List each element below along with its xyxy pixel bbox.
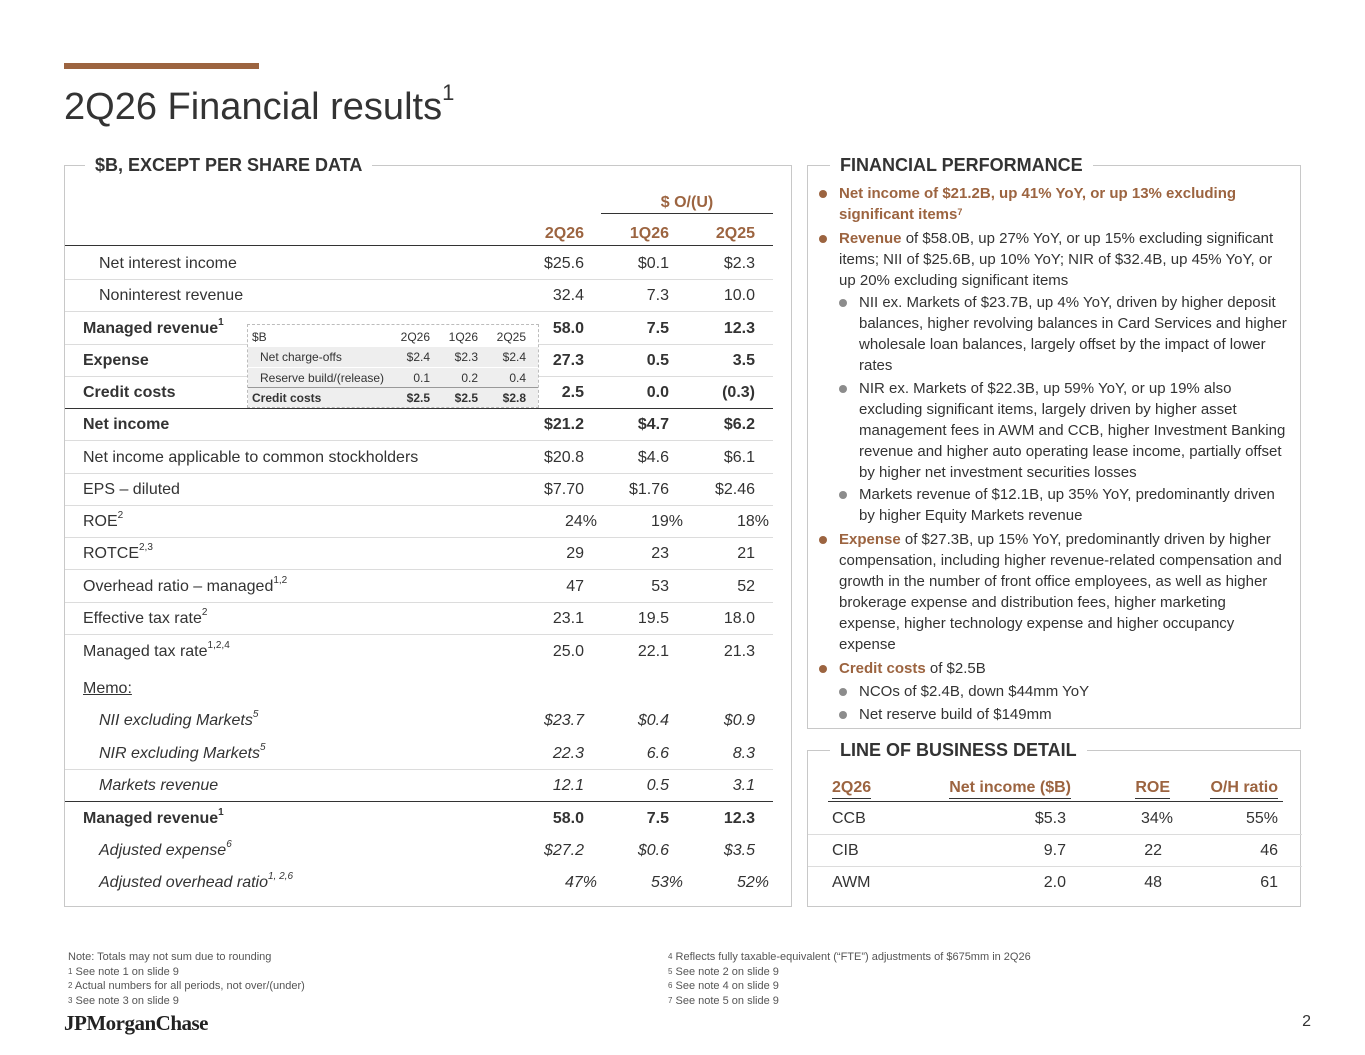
row-value: 47%: [564, 874, 597, 891]
footnote: $^1$ See note 1 on slide 9: [68, 965, 179, 978]
row-value: 0.0: [646, 383, 669, 401]
bullet-net-income: Net income of $21.2B, up 41% YoY, or up 13% excluding significant items$^7$: [839, 183, 1284, 225]
financial-performance-heading: FINANCIAL PERFORMANCE: [830, 155, 1093, 176]
sub-bullet-dot-icon: [839, 688, 847, 696]
row-value: 23.1: [552, 609, 584, 627]
row-label: Overhead ratio – managed$^{1,2}$: [83, 574, 288, 595]
row-value: 7.5: [646, 810, 669, 827]
row-value: $2.46: [714, 480, 755, 498]
footnote: $^5$ See note 2 on slide 9: [668, 965, 779, 978]
bullet-dot-icon: [819, 190, 827, 198]
lob-row-ccb: CCB $5.3 34% 55%: [808, 803, 1302, 835]
table-row: [65, 280, 773, 312]
row-value: 3.1: [732, 776, 755, 794]
row-value: 10.0: [723, 286, 755, 304]
footnote-marker: 1: [218, 316, 224, 328]
row-value: 12.3: [723, 319, 755, 337]
footnote-marker: 5: [259, 741, 266, 753]
sub-bullet-dot-icon: [839, 299, 847, 307]
lob-header-rule: [828, 801, 1283, 802]
row-value: $7.70: [543, 480, 584, 498]
bullet-expense: Expense of $27.3B, up 15% YoY, predominantly driven by higher compensation, including higher revenue-related compensation and growth in the number of front office employees, as well as higher brokerage expense and distribution fees, higher marketing expense, higher technology expense and higher occupancy expense: [839, 529, 1289, 655]
line-of-business-heading: LINE OF BUSINESS DETAIL: [830, 740, 1087, 761]
table-row: [65, 603, 773, 635]
row-label: Expense: [83, 351, 149, 369]
footnote-marker: 2,3: [139, 541, 153, 553]
row-value: 52: [737, 577, 755, 595]
row-value: 58.0: [552, 810, 584, 827]
sub-bullet-nir-ex-markets: NIR ex. Markets of $22.3B, up 59% YoY, or up 19% also excluding significant items, largely driven by higher asset management fees in AWM and CCB, higher Investment Banking revenue and higher auto operating lease income, partially offset by higher net investment securities losses: [859, 378, 1291, 483]
row-value: 22.1: [637, 643, 669, 660]
table-row: [65, 803, 773, 835]
table-row: [65, 248, 773, 280]
table-row: [65, 506, 773, 538]
row-label: Credit costs: [83, 383, 176, 401]
row-value: $0.9: [723, 712, 755, 729]
credit-costs-inset-table: [247, 324, 539, 408]
row-value: 19.5: [637, 609, 669, 627]
row-value: 52%: [736, 874, 769, 891]
footnote-marker: 1,2: [273, 574, 288, 586]
title-accent-bar: [64, 63, 259, 69]
footnote-marker: 2: [201, 606, 208, 618]
column-headers: 2Q26 1Q26 2Q25: [65, 222, 773, 246]
row-value: $21.2: [543, 415, 584, 433]
row-value: 53%: [650, 874, 683, 891]
sub-bullet-reserve-build: Net reserve build of $149mm: [859, 704, 1279, 725]
line-of-business-panel: [807, 740, 1301, 907]
row-value: 23: [651, 544, 669, 562]
footnote-marker: 6: [226, 839, 232, 850]
row-value: 21: [737, 544, 755, 562]
row-label: NIR excluding Markets$^5$: [99, 741, 266, 762]
row-value: $0.4: [637, 712, 669, 729]
row-value: $20.8: [543, 448, 584, 466]
table-row: [65, 474, 773, 506]
row-value: $0.6: [637, 842, 669, 859]
row-value: 58.0: [552, 319, 584, 337]
financial-table-panel: [64, 155, 792, 907]
row-value: 18%: [736, 512, 769, 530]
bullet-credit-costs: Credit costs of $2.5B: [839, 658, 1289, 679]
lob-row-cib: CIB 9.7 22 46: [808, 835, 1302, 867]
table-row: [65, 636, 773, 668]
page-title: 2Q26 Financial results$^1$: [64, 80, 455, 128]
row-value: 8.3: [732, 744, 755, 762]
row-value: $27.2: [543, 842, 584, 859]
footnote-marker: 1, 2,6: [268, 871, 294, 882]
row-value: $4.6: [637, 448, 669, 466]
row-value: 53: [651, 577, 669, 595]
sub-bullet-dot-icon: [839, 385, 847, 393]
row-label: Adjusted expense$^6$: [99, 839, 232, 859]
table-row: [65, 835, 773, 867]
row-label: Effective tax rate$^2$: [83, 606, 208, 627]
lob-header-row: 2Q26 Net income ($B) ROE O/H ratio: [808, 775, 1302, 803]
bullet-dot-icon: [819, 665, 827, 673]
row-value: 21.3: [723, 643, 755, 660]
row-label: Net interest income: [99, 254, 237, 272]
row-label: Memo:: [83, 680, 132, 697]
row-value: 0.5: [646, 776, 669, 794]
table-row: [65, 738, 773, 770]
row-value: 24%: [564, 512, 597, 530]
row-label: EPS – diluted: [83, 480, 180, 498]
footnotes-right: [668, 950, 1031, 1008]
row-value: 6.6: [646, 744, 669, 762]
row-value: 18.0: [723, 609, 755, 627]
financial-performance-panel: [807, 155, 1301, 729]
footnote-marker: 1,2,4: [207, 640, 230, 651]
row-value: $4.7: [637, 415, 669, 433]
row-label: NII excluding Markets$^5$: [99, 709, 259, 729]
row-value: 2.5: [561, 383, 584, 401]
row-value: $25.6: [543, 254, 584, 272]
jpmorganchase-logo: JPMorganChase: [64, 1011, 208, 1035]
row-label: ROE$^2$: [83, 509, 124, 530]
row-value: 12.1: [552, 776, 584, 794]
row-label: Adjusted overhead ratio$^{1, 2,6}$: [99, 871, 294, 891]
table-row: [65, 538, 773, 570]
row-label: Net income: [83, 415, 170, 433]
inset-row-credit-costs: Credit costs $2.5 $2.5 $2.8: [248, 387, 538, 407]
row-value: 19%: [650, 512, 683, 530]
row-value: 29: [566, 544, 584, 562]
row-label: ROTCE$^{2,3}$: [83, 541, 153, 562]
table-row: [65, 409, 773, 441]
row-label: Net income applicable to common stockholders: [83, 448, 419, 466]
sub-bullet-dot-icon: [839, 491, 847, 499]
inset-row-reserve-build: Reserve build/(release) 0.1 0.2 0.4: [248, 367, 538, 387]
row-value: 3.5: [732, 351, 755, 369]
table-row: [65, 705, 773, 737]
footnote: $^7$ See note 5 on slide 9: [668, 994, 779, 1007]
inset-header-row: $B 2Q26 1Q26 2Q25: [252, 330, 526, 344]
row-value: 32.4: [552, 286, 584, 304]
table-row: [65, 770, 773, 802]
row-label: Managed revenue$^1$: [83, 316, 224, 337]
table-row: [65, 673, 773, 705]
row-value: 27.3: [552, 351, 584, 369]
bullet-revenue: Revenue of $58.0B, up 27% YoY, or up 15% excluding significant items; NII of $25.6B, up 10% YoY; NIR of $32.4B, up 45% YoY, or up 20% excluding significant items: [839, 228, 1289, 291]
row-value: 7.3: [646, 286, 669, 304]
row-label: Managed tax rate$^{1,2,4}$: [83, 640, 230, 660]
footnote-marker: 1: [218, 807, 224, 818]
lob-row-awm: AWM 2.0 48 61: [832, 874, 1278, 891]
row-value: 22.3: [552, 744, 584, 762]
page-number: 2: [1302, 1013, 1311, 1030]
sub-bullet-markets-revenue: Markets revenue of $12.1B, up 35% YoY, predominantly driven by higher Equity Markets revenue: [859, 484, 1279, 526]
footnote-marker: 2: [117, 509, 124, 521]
row-label: Managed revenue$^1$: [83, 807, 224, 827]
table-row: [65, 442, 773, 474]
row-label: Noninterest revenue: [99, 286, 244, 304]
inset-row-net-charge-offs: Net charge-offs $2.4 $2.3 $2.4: [248, 347, 538, 367]
bullet-dot-icon: [819, 536, 827, 544]
row-value: $3.5: [723, 842, 755, 859]
footnote-marker: 5: [252, 709, 259, 720]
row-value: 12.3: [723, 810, 755, 827]
sub-bullet-nii-ex-markets: NII ex. Markets of $23.7B, up 4% YoY, driven by higher deposit balances, higher revolving balances in Card Services and higher wholesale loan balances, largely offset by the impact of lower rates: [859, 292, 1291, 376]
row-value: $2.3: [723, 254, 755, 272]
row-value: 0.5: [646, 351, 669, 369]
column-group-header: $ O/(U): [601, 192, 773, 214]
sub-bullet-ncos: NCOs of $2.4B, down $44mm YoY: [859, 681, 1279, 702]
row-value: $23.7: [543, 712, 584, 729]
row-value: 25.0: [552, 643, 584, 660]
footnotes-left: [68, 950, 305, 1008]
row-label: Markets revenue: [99, 776, 219, 794]
row-value: $6.1: [723, 448, 755, 466]
row-value: $0.1: [637, 254, 669, 272]
financial-table-heading: $B, EXCEPT PER SHARE DATA: [85, 155, 372, 176]
row-value: $6.2: [723, 415, 755, 433]
row-value: 47: [566, 577, 584, 595]
footnote: $^6$ See note 4 on slide 9: [668, 980, 779, 992]
bullet-dot-icon: [819, 235, 827, 243]
row-value: 7.5: [646, 319, 669, 337]
row-value: $1.76: [628, 480, 669, 498]
footnote: $^3$ See note 3 on slide 9: [68, 994, 179, 1007]
table-row: [65, 867, 773, 899]
row-value: (0.3): [722, 383, 755, 401]
footnote: $^4$ Reflects fully taxable-equivalent (“FTE”) adjustments of $675mm in 2Q26: [668, 951, 1031, 963]
footnote: $^2$ Actual numbers for all periods, not over/(under): [68, 980, 305, 992]
table-row: [65, 571, 773, 603]
footnote: Note: Totals may not sum due to rounding: [68, 951, 272, 963]
sub-bullet-dot-icon: [839, 711, 847, 719]
